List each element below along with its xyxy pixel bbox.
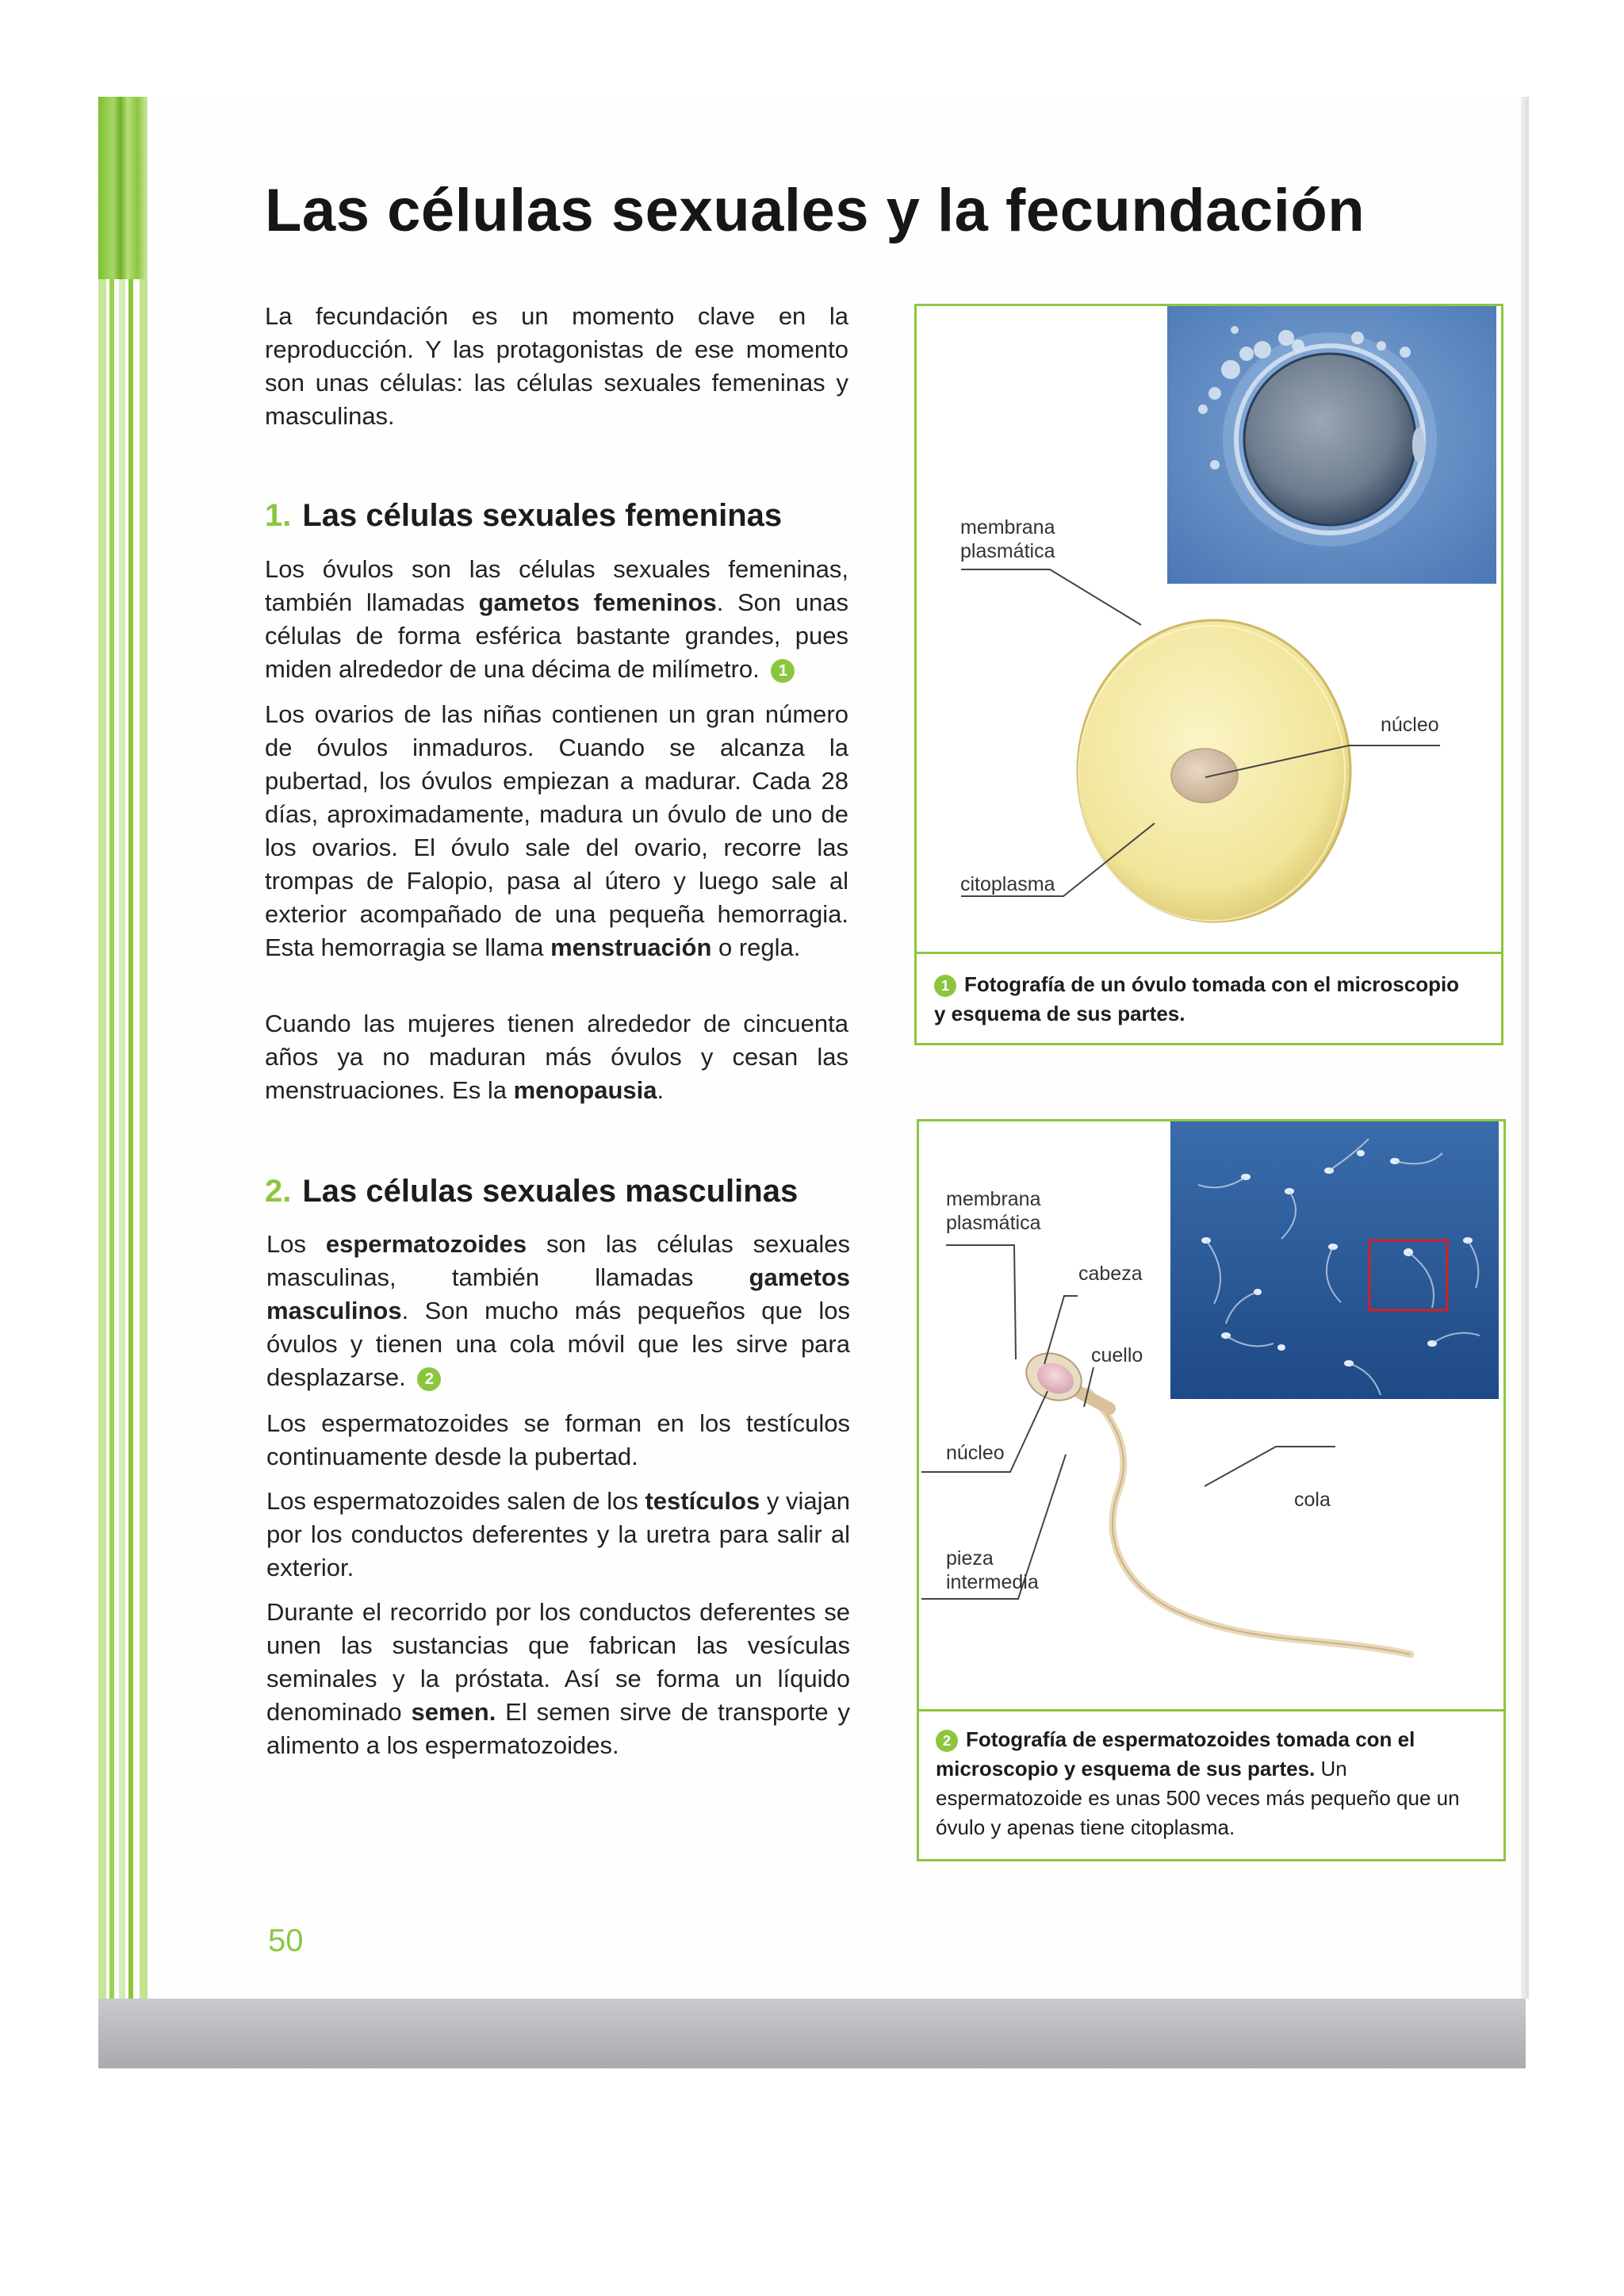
- label-cuello: cuello: [1091, 1344, 1143, 1366]
- text: o regla.: [711, 933, 801, 961]
- caption-bold: Fotografía de un óvulo tomada con el microscopio y esquema de sus partes.: [934, 972, 1460, 1025]
- margin-bar: [128, 97, 133, 1999]
- label-membrana-plasmatica: membrana plasmática: [960, 516, 1055, 562]
- figure-1-divider: [914, 952, 1503, 954]
- ovum-photo: [1167, 306, 1496, 584]
- figure-badge: 1: [934, 975, 956, 997]
- margin-bar: [98, 97, 106, 1999]
- bold-term: gametos femeninos: [478, 588, 717, 616]
- caption-text: Un espermatozoide es unas 500 veces más pequeño que un óvulo y apenas tiene citoplasma.: [936, 1757, 1460, 1839]
- bold-term: testículos: [645, 1487, 760, 1515]
- bold-term: menopausia: [513, 1076, 657, 1104]
- section2-paragraph-2: Los espermatozoides se forman en los testículos continuamente desde la pubertad.: [266, 1409, 850, 1470]
- label-cabeza: cabeza: [1078, 1263, 1143, 1285]
- margin-bar: [140, 97, 147, 1999]
- text: Durante el recorrido por los conductos deferentes se unen las sustancias que fabrican las vesículas seminales y la próstata. Así se forma un líquido denominado: [266, 1598, 850, 1726]
- margin-bar-dark: [98, 97, 147, 279]
- text: Los: [266, 1230, 326, 1258]
- section-number: 1.: [265, 498, 292, 533]
- section-title: Las células sexuales femeninas: [302, 498, 783, 533]
- text: .: [657, 1076, 665, 1104]
- caption-bold: Fotografía de espermatozoides tomada con el microscopio y esquema de sus partes.: [936, 1727, 1415, 1780]
- label-nucleo: núcleo: [946, 1442, 1005, 1464]
- page-number: 50: [268, 1923, 304, 1958]
- section1-paragraph-2: [265, 698, 848, 964]
- text: . Son unas células de forma esférica bastante grandes, pues miden alrededor de una décima de milímetro.: [265, 588, 848, 683]
- bold-term: espermatozoides: [325, 1230, 527, 1258]
- label-membrana-plasmatica: membrana plasmática: [946, 1188, 1041, 1234]
- text: Los espermatozoides salen de los: [266, 1487, 645, 1515]
- section-heading-2: [265, 1174, 798, 1209]
- margin-bar: [109, 97, 114, 1999]
- section2-paragraph-1: [266, 1228, 850, 1394]
- section-title: Las células sexuales masculinas: [302, 1174, 799, 1209]
- bold-term: menstruación: [550, 933, 712, 961]
- text: Los ovarios de las niñas contienen un gran número de óvulos inmaduros. Cuando se alcanza la pubertad, los óvulos empiezan a madurar. Cada 28 días, aproximadamente, madura un óvulo de uno de los ovarios. El óvulo sale del ovario, recorre las trompas de Falopio, pasa al útero y luego sale al exterior acompañado de una pequeña hemorragia. Esta hemorragia se llama: [265, 700, 848, 961]
- figure-2-caption: [936, 1725, 1491, 1842]
- text: Cuando las mujeres tienen alrededor de cincuenta años ya no maduran más óvulos y cesan las menstruaciones. Es la: [265, 1010, 848, 1104]
- text: . Son mucho más pequeños que los óvulos y tienen una cola móvil que les sirve para desplazarse.: [266, 1297, 850, 1391]
- text: son las células sexuales masculinas, también llamadas: [266, 1230, 850, 1291]
- figure-2-divider: [917, 1709, 1506, 1711]
- figure-badge: 2: [936, 1730, 958, 1752]
- figure-1-caption: [934, 970, 1473, 1029]
- intro-paragraph: La fecundación es un momento clave en la reproducción. Y las protagonistas de ese momento son unas células: las células sexuales femeninas y masculinas.: [265, 302, 848, 430]
- label-pieza-intermedia: pieza intermedia: [946, 1547, 1039, 1593]
- section1-paragraph-3: [265, 1007, 848, 1107]
- page-edge-shadow: [1521, 97, 1529, 1999]
- bold-term: semen.: [411, 1698, 496, 1726]
- section2-paragraph-4: [266, 1596, 850, 1762]
- section-number: 2.: [265, 1174, 292, 1209]
- margin-bar: [119, 97, 125, 1999]
- section-heading-1: [265, 498, 782, 534]
- section1-paragraph-1: [265, 553, 848, 686]
- label-nucleo: núcleo: [1381, 714, 1439, 736]
- label-citoplasma: citoplasma: [960, 873, 1055, 895]
- text: El semen sirve de transporte y alimento a los espermatozoides.: [266, 1698, 851, 1759]
- label-cola: cola: [1294, 1489, 1331, 1511]
- text: Los óvulos son las células sexuales femeninas, también llamadas: [265, 555, 848, 616]
- text: y viajan por los conductos deferentes y la uretra para salir al exterior.: [266, 1487, 850, 1581]
- bold-term: gametos masculinos: [266, 1263, 850, 1324]
- figure-ref-badge: 2: [417, 1367, 441, 1391]
- section2-paragraph-3: [266, 1485, 850, 1585]
- page-bottom-band: [98, 1999, 1526, 2068]
- page-title: Las células sexuales y la fecundación: [265, 177, 1365, 244]
- figure-ref-badge: 1: [771, 659, 795, 683]
